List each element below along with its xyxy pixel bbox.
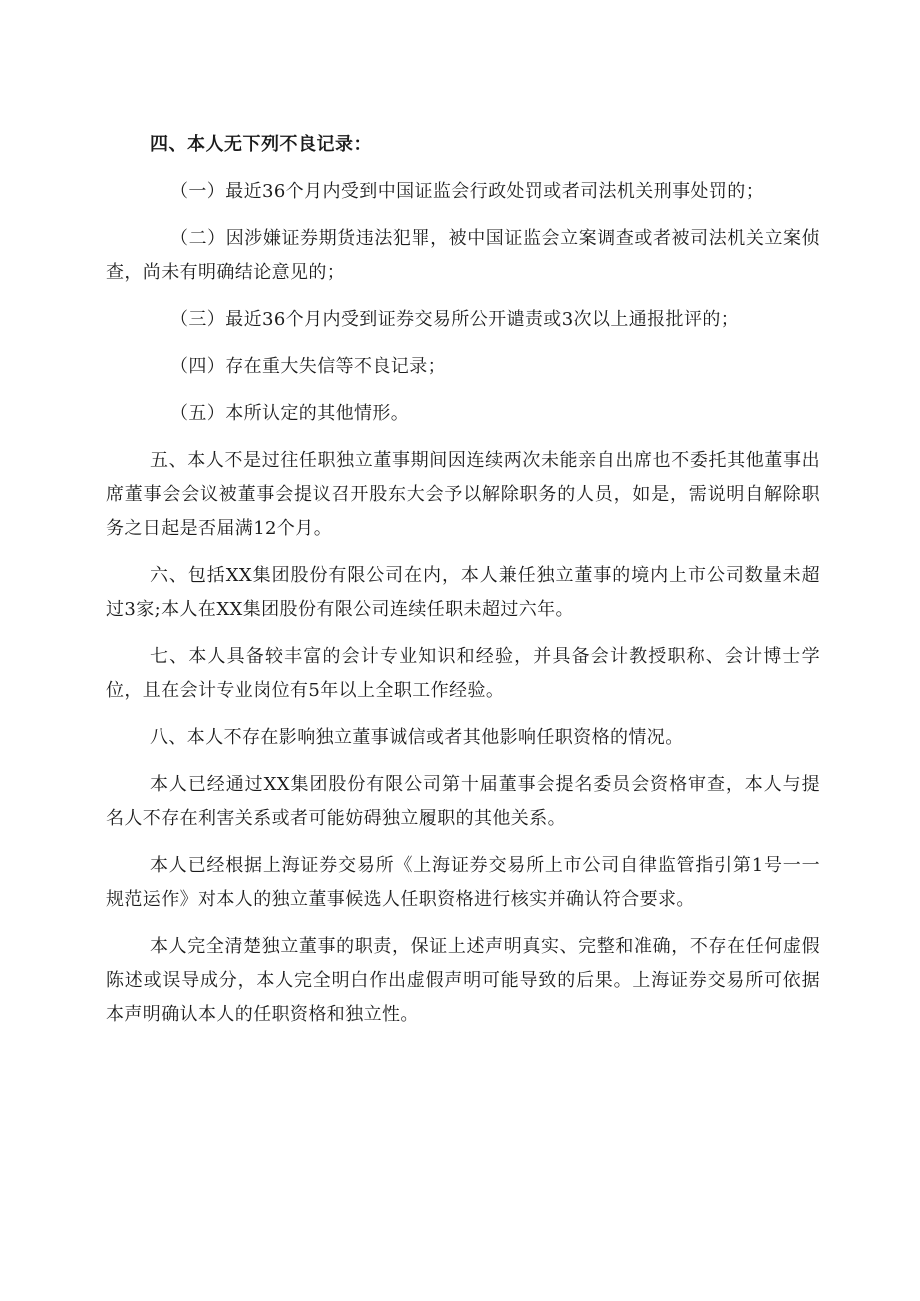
list-item: （三）最近36个月内受到证券交易所公开谴责或3次以上通报批评的； bbox=[170, 309, 740, 330]
section-heading-four: 四、本人无下列不良记录： bbox=[150, 134, 372, 155]
nomination-review-paragraph: 本人已经通过XX集团股份有限公司第十届董事会提名委员会资格审查，本人与提名人不存在利害关系或者可能妨碍独立履职的其他关系。 bbox=[106, 774, 820, 829]
verification-paragraph: 本人已经根据上海证券交易所《上海证券交易所上市公司自律监管指引第1号一一规范运作》对本人的独立董事候选人任职资格进行核实并确认符合要求。 bbox=[106, 855, 820, 910]
list-item: （四）存在重大失信等不良记录； bbox=[170, 356, 446, 377]
list-item: （五）本所认定的其他情形。 bbox=[170, 403, 410, 424]
declaration-paragraph: 本人完全清楚独立董事的职责，保证上述声明真实、完整和准确，不存在任何虚假陈述或误导成分，本人完全明白作出虚假声明可能导致的后果。上海证券交易所可依据本声明确认本人的任职资格和独立性。 bbox=[106, 936, 820, 1025]
section-eight-paragraph: 八、本人不存在影响独立董事诚信或者其他影响任职资格的情况。 bbox=[150, 727, 684, 748]
section-five-paragraph: 五、本人不是过往任职独立董事期间因连续两次未能亲自出席也不委托其他董事出席董事会会议被董事会提议召开股东大会予以解除职务的人员，如是，需说明自解除职务之日起是否届满12个月。 bbox=[106, 450, 820, 539]
list-item: （二）因涉嫌证券期货违法犯罪，被中国证监会立案调查或者被司法机关立案侦查，尚未有明确结论意见的； bbox=[106, 228, 820, 283]
section-seven-paragraph: 七、本人具备较丰富的会计专业知识和经验，并具备会计教授职称、会计博士学位，且在会计专业岗位有5年以上全职工作经验。 bbox=[106, 646, 820, 701]
section-six-paragraph: 六、包括XX集团股份有限公司在内，本人兼任独立董事的境内上市公司数量未超过3家;本人在XX集团股份有限公司连续任职未超过六年。 bbox=[106, 565, 820, 620]
list-item: （一）最近36个月内受到中国证监会行政处罚或者司法机关刑事处罚的； bbox=[170, 181, 765, 202]
